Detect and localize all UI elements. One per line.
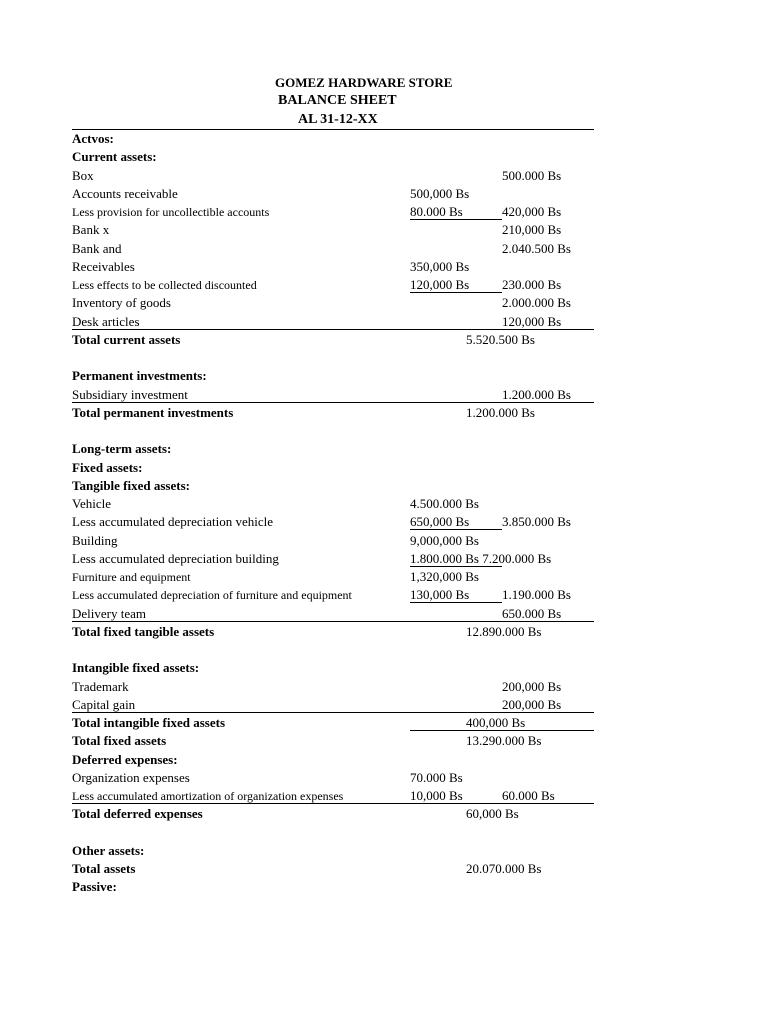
row-partial-amount: 80.000 Bs	[410, 204, 463, 219]
row-label: Desk articles	[72, 313, 140, 329]
sheet-row	[0, 568, 768, 586]
sheet-row	[0, 203, 768, 221]
row-partial-amount: 650,000 Bs	[410, 514, 470, 530]
row-amount: 420,000 Bs	[502, 204, 562, 219]
row-partial-amount: 1.800.000 Bs 7.200.000 Bs	[410, 550, 552, 566]
row-partial-amount: 10,000 Bs	[410, 788, 463, 803]
row-amount: 120,000 Bs	[502, 313, 562, 329]
row-amount: 200,000 Bs	[502, 696, 562, 712]
row-label: Vehicle	[72, 496, 111, 511]
row-amount: 2.040.500 Bs	[502, 240, 571, 256]
sheet-row	[0, 130, 768, 148]
row-label: Long-term assets:	[72, 441, 172, 457]
rule-deferred-expenses	[72, 803, 594, 804]
row-total-amount: 12.890.000 Bs	[466, 623, 542, 639]
sheet-row	[0, 878, 768, 896]
sheet-row	[0, 349, 768, 367]
subtotal-underline	[410, 602, 502, 603]
row-label: Total deferred expenses	[72, 806, 203, 822]
row-label: Actvos:	[72, 131, 114, 146]
row-label: Subsidiary investment	[72, 386, 188, 402]
sheet-row	[0, 221, 768, 239]
row-label: Box	[72, 167, 94, 183]
subtotal-underline	[410, 529, 502, 530]
row-label: Intangible fixed assets:	[72, 660, 200, 676]
sheet-row	[0, 294, 768, 312]
row-label: Passive:	[72, 879, 117, 895]
row-label: Bank x	[72, 222, 110, 238]
row-label: Other assets:	[72, 842, 145, 858]
row-partial-amount: 1,320,000 Bs	[410, 569, 479, 584]
row-amount: 3.850.000 Bs	[502, 514, 571, 530]
sheet-row	[0, 586, 768, 604]
row-partial-amount: 500,000 Bs	[410, 185, 470, 201]
sheet-row	[0, 440, 768, 458]
row-label: Fixed assets:	[72, 459, 143, 475]
row-label: Total permanent investments	[72, 404, 234, 420]
row-amount: 1.190.000 Bs	[502, 587, 571, 603]
sheet-row	[0, 824, 768, 842]
document-date: AL 31-12-XX	[298, 112, 378, 127]
rule-tangible-assets	[72, 621, 594, 622]
row-partial-amount: 350,000 Bs	[410, 258, 470, 274]
sheet-row	[0, 386, 768, 404]
sheet-row	[0, 240, 768, 258]
document-title: BALANCE SHEET	[278, 93, 397, 108]
row-total-amount: 1.200.000 Bs	[466, 404, 535, 420]
sheet-row	[0, 148, 768, 166]
sheet-row	[0, 714, 768, 732]
row-partial-amount: 9,000,000 Bs	[410, 532, 479, 548]
row-amount: 200,000 Bs	[502, 678, 562, 694]
row-label: Less effects to be collected discounted	[72, 278, 257, 292]
row-total-amount: 13.290.000 Bs	[466, 733, 542, 749]
rule-fixed-assets	[410, 730, 594, 731]
sheet-row	[0, 185, 768, 203]
row-label: Less accumulated depreciation building	[72, 550, 279, 566]
sheet-row	[0, 167, 768, 185]
sheet-row	[0, 641, 768, 659]
row-amount: 210,000 Bs	[502, 222, 562, 238]
sheet-row	[0, 331, 768, 349]
row-label: Delivery team	[72, 605, 146, 621]
row-label: Capital gain	[72, 696, 136, 712]
company-name: GOMEZ HARDWARE STORE	[275, 75, 453, 90]
row-label: Furniture and equipment	[72, 570, 191, 584]
sheet-row	[0, 477, 768, 495]
row-label: Tangible fixed assets:	[72, 477, 190, 493]
sheet-row	[0, 367, 768, 385]
row-label: Less accumulated depreciation vehicle	[72, 514, 274, 530]
rule-header	[72, 129, 594, 130]
sheet-row	[0, 513, 768, 531]
row-label: Less accumulated amortization of organization expenses	[72, 789, 344, 803]
row-label: Trademark	[72, 678, 129, 694]
row-amount: 60.000 Bs	[502, 788, 555, 803]
row-amount: 230.000 Bs	[502, 277, 562, 292]
sheet-row	[0, 860, 768, 878]
row-total-amount: 5.520.500 Bs	[466, 331, 535, 347]
row-label: Building	[72, 532, 118, 548]
sheet-row	[0, 751, 768, 769]
row-label: Bank and	[72, 240, 122, 256]
sheet-row	[0, 732, 768, 750]
sheet-row	[0, 404, 768, 422]
sheet-row	[0, 276, 768, 294]
sheet-row	[0, 842, 768, 860]
row-label: Deferred expenses:	[72, 751, 178, 767]
sheet-row	[0, 422, 768, 440]
row-label: Total fixed tangible assets	[72, 623, 215, 639]
sheet-row	[0, 550, 768, 568]
row-partial-amount: 130,000 Bs	[410, 587, 470, 603]
sheet-row	[0, 532, 768, 550]
rule-current-assets	[72, 329, 594, 330]
sheet-row	[0, 313, 768, 331]
row-amount: 500.000 Bs	[502, 167, 562, 183]
row-label: Organization expenses	[72, 769, 190, 785]
row-label: Total intangible fixed assets	[72, 715, 226, 730]
row-label: Receivables	[72, 258, 135, 274]
sheet-row	[0, 623, 768, 641]
row-partial-amount: 120,000 Bs	[410, 277, 470, 292]
row-label: Less provision for uncollectible accounts	[72, 205, 270, 219]
sheet-row	[0, 769, 768, 787]
row-partial-amount: 70.000 Bs	[410, 769, 463, 785]
row-label: Less accumulated depreciation of furniture and equipment	[72, 588, 352, 603]
sheet-row	[0, 495, 768, 513]
row-label: Accounts receivable	[72, 185, 178, 201]
subtotal-underline	[410, 292, 502, 293]
subtotal-underline	[410, 566, 502, 567]
row-amount: 2.000.000 Bs	[502, 295, 571, 311]
sheet-row	[0, 678, 768, 696]
row-amount: 1.200.000 Bs	[502, 386, 571, 402]
row-label: Total assets	[72, 861, 136, 876]
row-total-amount: 400,000 Bs	[466, 715, 526, 730]
row-total-amount: 20.070.000 Bs	[466, 861, 542, 876]
rule-permanent-investments	[72, 402, 594, 403]
row-label: Total current assets	[72, 331, 181, 347]
sheet-row	[0, 605, 768, 623]
subtotal-underline	[410, 219, 502, 220]
row-partial-amount: 4.500.000 Bs	[410, 496, 479, 511]
row-label: Total fixed assets	[72, 733, 167, 749]
rule-intangible-assets	[72, 712, 594, 713]
row-label: Inventory of goods	[72, 295, 171, 311]
sheet-row	[0, 459, 768, 477]
sheet-row	[0, 659, 768, 677]
sheet-row	[0, 805, 768, 823]
row-label: Permanent investments:	[72, 368, 207, 384]
sheet-row	[0, 258, 768, 276]
row-amount: 650.000 Bs	[502, 605, 562, 621]
row-label: Current assets:	[72, 149, 157, 165]
row-total-amount: 60,000 Bs	[466, 806, 519, 822]
